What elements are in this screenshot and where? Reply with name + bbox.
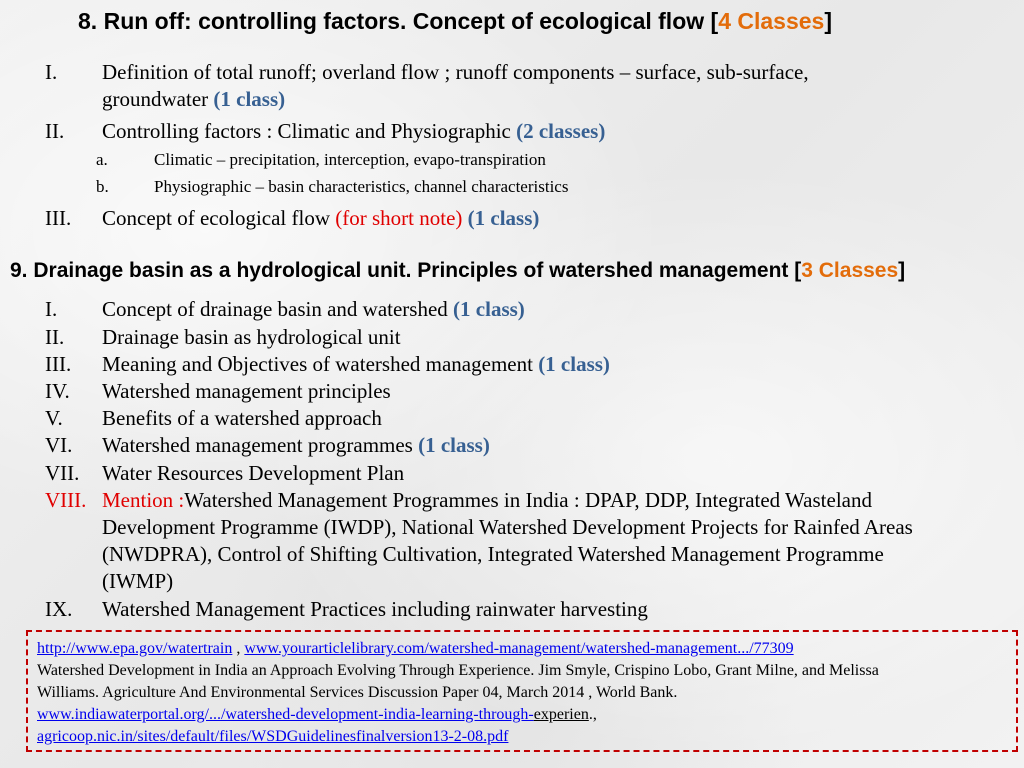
epa-link[interactable]: http://www.epa.gov/watertrain	[37, 640, 233, 657]
item-number: VII.	[45, 461, 80, 485]
item-text: Watershed Management Programmes in India : DPAP, DDP, Integrated Wasteland	[184, 488, 872, 512]
bracket-open: [	[794, 259, 802, 282]
item-number: IX.	[45, 597, 73, 621]
item-number: III.	[45, 352, 72, 376]
short-note-tag: (for short note)	[335, 206, 463, 230]
item-number: V.	[45, 406, 63, 430]
item-text: Benefits of a watershed approach	[102, 406, 382, 430]
item-text: Watershed Management Practices including rainwater harvesting	[102, 597, 648, 621]
class-count: 4 Classes	[718, 8, 825, 34]
class-tag: (2 classes)	[516, 119, 606, 143]
item-text: Meaning and Objectives of watershed management	[102, 352, 533, 376]
item-letter: a.	[96, 150, 108, 169]
separator: ,	[232, 640, 245, 657]
section-title: Drainage basin as a hydrological unit. Principles of watershed management	[33, 259, 789, 282]
agricoop-link[interactable]: agricoop.nic.in/sites/default/files/WSDGuidelinesfinalversion13-2-08.pdf	[37, 728, 509, 745]
item-text: Physiographic – basin characteristics, channel characteristics	[154, 177, 569, 196]
section-9-heading	[10, 258, 905, 284]
item-number: I.	[45, 297, 58, 321]
item-number: I.	[45, 60, 58, 84]
item-text: groundwater	[102, 87, 209, 111]
item-text: Watershed management programmes	[102, 433, 413, 457]
item-text: Drainage basin as hydrological unit	[102, 325, 401, 349]
item-text: (IWMP)	[102, 569, 174, 593]
item-number: VI.	[45, 433, 73, 457]
bracket-open: [	[710, 8, 719, 34]
punctuation: .,	[588, 706, 597, 723]
section-title: Run off: controlling factors. Concept of ecological flow	[103, 8, 705, 34]
item-number: III.	[45, 206, 72, 230]
class-tag: (1 class)	[538, 352, 610, 376]
class-count: 3 Classes	[801, 259, 899, 282]
references-box	[26, 630, 1018, 752]
reference-line	[37, 704, 1008, 726]
class-tag: (1 class)	[418, 433, 490, 457]
item-text: Concept of ecological flow	[102, 206, 331, 230]
item-number: II.	[45, 119, 65, 143]
item-text: Development Programme (IWDP), National Watershed Development Projects for Rainfed Areas	[102, 515, 913, 539]
section-number: 9.	[10, 259, 28, 282]
class-tag: (1 class)	[453, 297, 525, 321]
citation-line: Williams. Agriculture And Environmental Services Discussion Paper 04, March 2014 , World Bank.	[37, 684, 678, 701]
item-number: IV.	[45, 379, 70, 403]
bracket-close: ]	[898, 259, 906, 282]
citation-line: Watershed Development in India an Approach Evolving Through Experience. Jim Smyle, Crispino Lobo, Grant Milne, and Melissa	[37, 662, 879, 679]
section-8-heading	[78, 8, 832, 34]
reference-line	[37, 638, 1008, 660]
item-text: Concept of drainage basin and watershed	[102, 297, 448, 321]
indiawaterportal-link[interactable]: www.indiawaterportal.org/.../watershed-development-india-learning-through-	[37, 706, 534, 723]
class-tag: (1 class)	[213, 87, 286, 111]
item-text: Watershed management principles	[102, 379, 391, 403]
yourarticlelibrary-link[interactable]: www.yourarticlelibrary.com/watershed-management/watershed-management.../77309	[244, 640, 794, 657]
bracket-close: ]	[824, 8, 833, 34]
item-letter: b.	[96, 177, 109, 196]
reference-line	[37, 726, 1008, 748]
class-tag: (1 class)	[467, 206, 540, 230]
section-number: 8.	[78, 8, 98, 34]
item-text: Controlling factors : Climatic and Physiographic	[102, 119, 511, 143]
item-text: Definition of total runoff; overland flow ; runoff components – surface, sub-surface,	[102, 60, 809, 84]
item-number: VIII.	[45, 488, 87, 512]
item-text: (NWDPRA), Control of Shifting Cultivation, Integrated Watershed Management Programme	[102, 542, 884, 566]
mention-label: Mention :	[102, 488, 185, 512]
item-number: II.	[45, 325, 65, 349]
item-text: Water Resources Development Plan	[102, 461, 405, 485]
link-tail: experien	[533, 706, 589, 723]
item-text: Climatic – precipitation, interception, evapo-transpiration	[154, 150, 546, 169]
